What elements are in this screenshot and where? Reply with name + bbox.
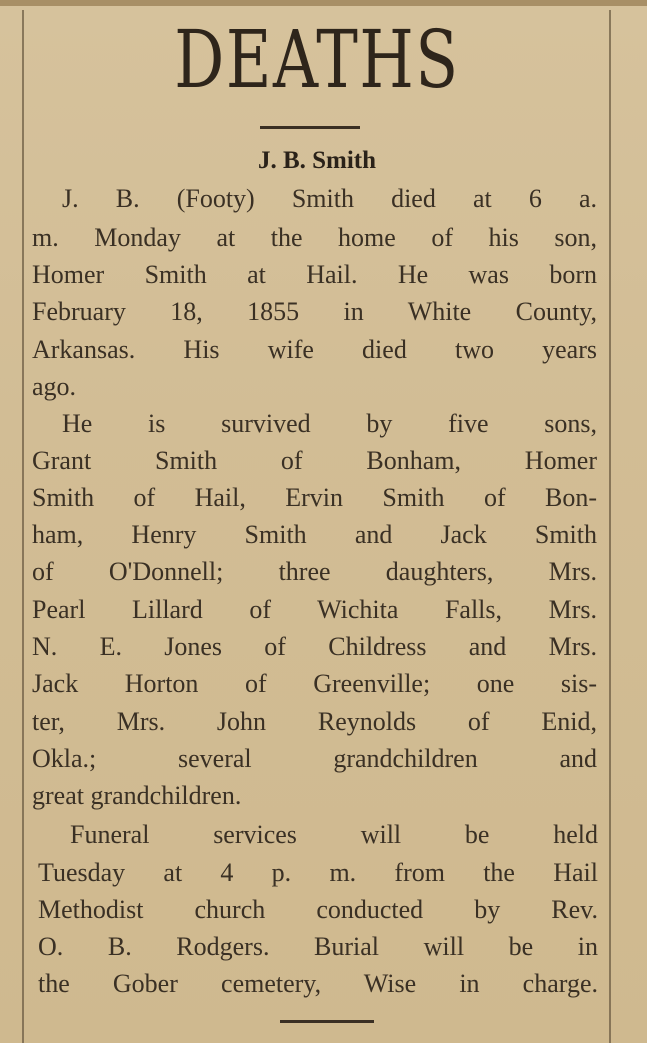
- obituary-line: of O'Donnell; three daughters, Mrs.: [32, 557, 597, 586]
- obituary-line: Smith of Hail, Ervin Smith of Bon-: [32, 483, 597, 512]
- obituary-line: Tuesday at 4 p. m. from the Hail: [38, 858, 598, 887]
- headline-divider: [260, 126, 360, 129]
- obituary-line: Jack Horton of Greenville; one sis-: [32, 669, 597, 698]
- obituary-line: O. B. Rodgers. Burial will be in: [38, 932, 598, 961]
- closing-divider: [280, 1020, 374, 1023]
- clipping-top-edge: [0, 0, 647, 6]
- obituary-line: ham, Henry Smith and Jack Smith: [32, 520, 597, 549]
- section-headline: DEATHS: [174, 13, 460, 106]
- obituary-line: He is survived by five sons,: [62, 409, 597, 438]
- obituary-line: N. E. Jones of Childress and Mrs.: [32, 632, 597, 661]
- obituary-line: Okla.; several grandchildren and: [32, 744, 597, 773]
- obituary-line: m. Monday at the home of his son,: [32, 223, 597, 252]
- obituary-line: ter, Mrs. John Reynolds of Enid,: [32, 707, 597, 736]
- obituary-line: J. B. (Footy) Smith died at 6 a.: [62, 184, 597, 213]
- obituary-name: J. B. Smith: [257, 147, 377, 174]
- obituary-line: the Gober cemetery, Wise in charge.: [38, 969, 598, 998]
- obituary-line: Homer Smith at Hail. He was born: [32, 260, 597, 289]
- obituary-line: great grandchildren.: [32, 781, 242, 810]
- obituary-line: Grant Smith of Bonham, Homer: [32, 446, 597, 475]
- obituary-line: Funeral services will be held: [70, 820, 598, 849]
- obituary-line: Arkansas. His wife died two years: [32, 335, 597, 364]
- obituary-line: Pearl Lillard of Wichita Falls, Mrs.: [32, 595, 597, 624]
- obituary-line: ago.: [32, 372, 77, 401]
- obituary-line: February 18, 1855 in White County,: [32, 297, 597, 326]
- obituary-line: Methodist church conducted by Rev.: [38, 895, 598, 924]
